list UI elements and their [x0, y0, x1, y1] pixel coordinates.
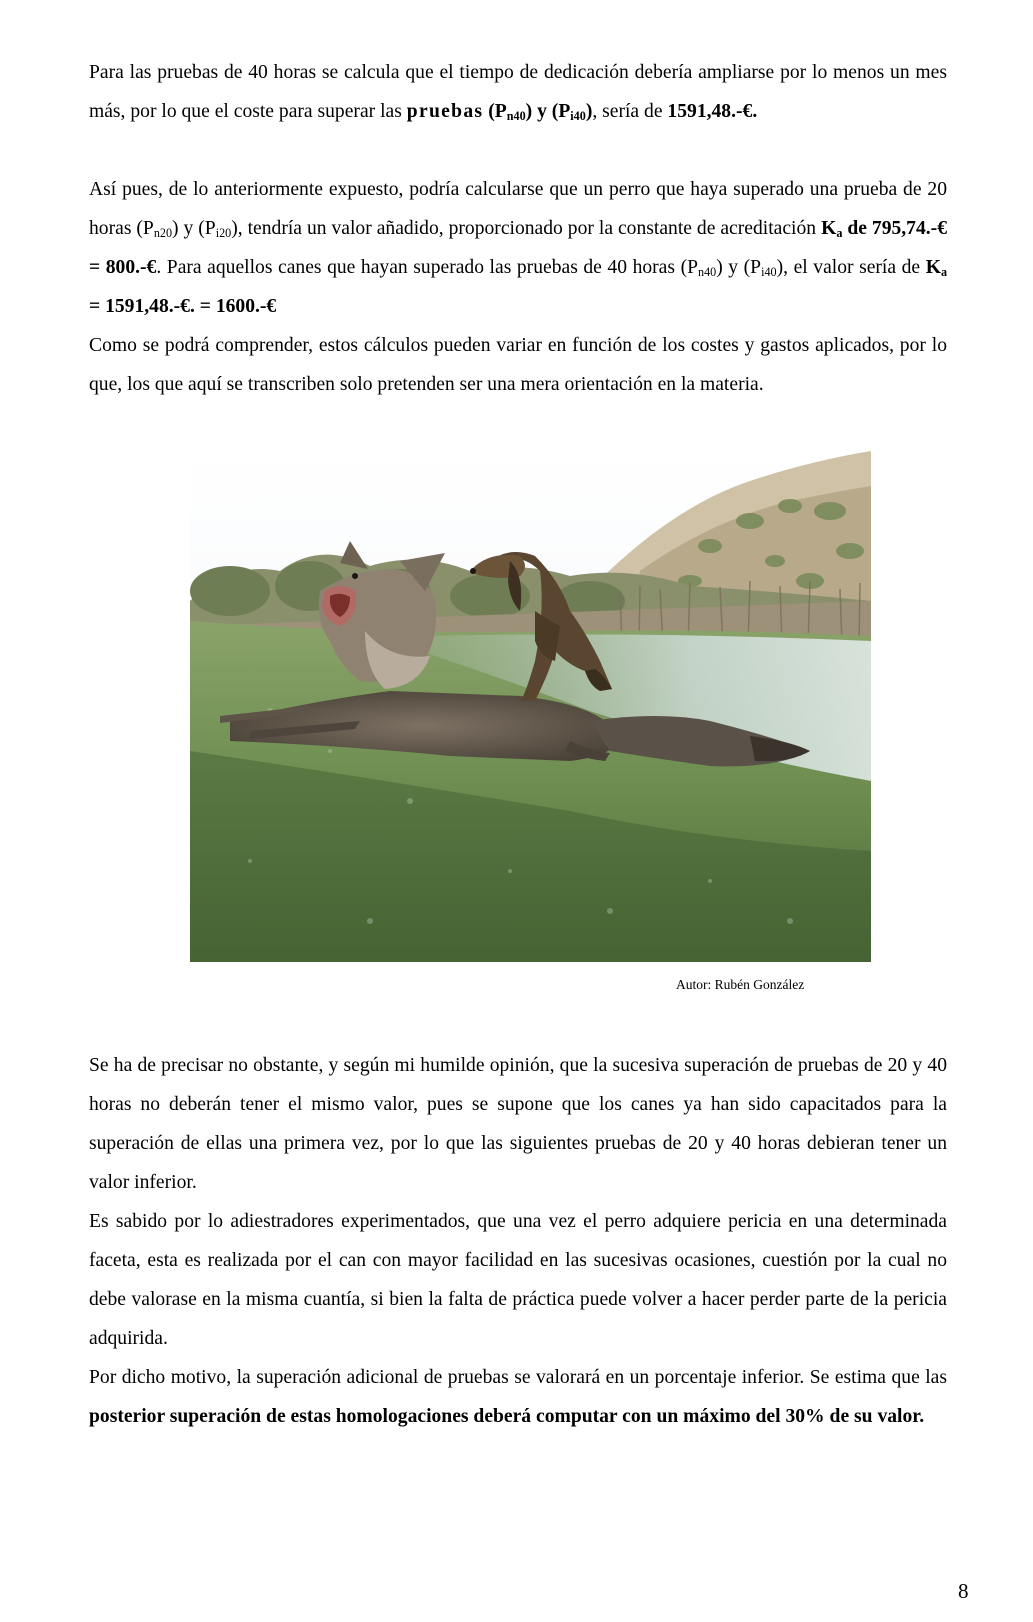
paragraph-successive-tests: Se ha de precisar no obstante, y según mi humilde opinión, que la sucesiva superación de pruebas de 20 y 40 horas no deberán tener el mismo valor, pues se supone que los canes ya han sido capacitados para la superación de ellas una primera vez, por lo que las siguientes pruebas de 20 y 40 horas debieran tener un valor inferior.	[89, 1055, 947, 1194]
bold-pruebas: pruebas	[406, 101, 484, 123]
bold-cost-value: 1591,48.-€.	[667, 101, 758, 123]
paragraph-trainer-experience: Es sabido por lo adiestradores experimentados, que una vez el perro adquiere pericia en una determinada faceta, esta es realizada por el can con mayor facilidad en las sucesivas ocasiones, cuestión por la cual no debe valorase en la misma cuantía, si bien la falta de práctica puede volver a hacer perder parte de la pericia adquirida.	[89, 1211, 947, 1350]
page-number: 8	[958, 1579, 969, 1603]
photo-caption: Autor: Rubén González	[676, 977, 805, 992]
bold-ka-40h: $K_a$ = 1591,48.-€. = 1600.-€	[89, 257, 948, 318]
bold-ka-20h: $K_a$ de 795,74.-€ = 800.-€	[89, 218, 947, 279]
paragraph-accreditation-constant: Así pues, de lo anteriormente expuesto, podría calcularse que un perro que haya superado una prueba de 20 horas $(P_{n20})$ y $(P_{i20})$, tendría un valor añadido, proporcionado por la constante de acreditación $K_a$ de 795,74.-€ = 800.-€. Para aquellos canes que hayan superado las pruebas de 40 horas $(P_{n40})$ y $(P_{i40})$, el valor sería de $K_a$ = 1591,48.-€. = 1600.-€	[89, 179, 948, 318]
paragraph-percentage-conclusion: Por dicho motivo, la superación adicional de pruebas se valorará en un porcentaje inferior. Se estima que las posterior superación de estas homologaciones deberá computar con un máximo del 30% de su valor.	[89, 1367, 947, 1428]
paragraph-cost-40h: Para las pruebas de 40 horas se calcula que el tiempo de dedicación debería ampliarse por lo menos un mes más, por lo que el coste para superar las pruebas $(P_{n40})$ y $(P_{i40})$, sería de 1591,48.-€.	[89, 62, 947, 124]
photo-fox-and-dachshund	[190, 451, 871, 962]
paragraph-orientation-note: Como se podrá comprender, estos cálculos pueden variar en función de los costes y gastos aplicados, por lo que, los que aquí se transcriben solo pretenden ser una mera orientación en la materia.	[89, 335, 947, 396]
bold-conclusion: posterior superación de estas homologaciones deberá computar con un máximo del 30% de su valor.	[89, 1406, 925, 1428]
